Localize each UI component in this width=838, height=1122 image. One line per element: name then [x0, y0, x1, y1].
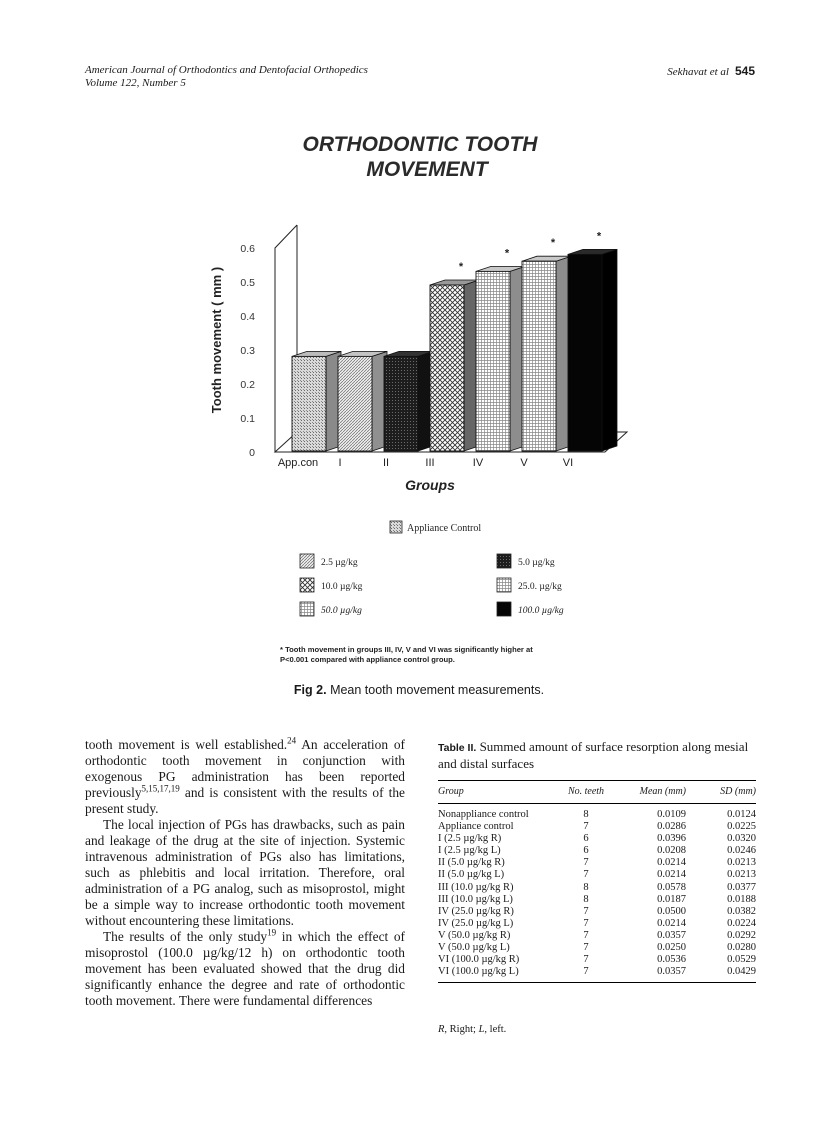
legend-swatch — [300, 602, 314, 616]
paragraph-3-text-b: in which the effect of misoprostol (100.0 µg/kg/12 h) on orthodontic tooth movement has been evaluated showed that the drug did significantly enhance the degree and rate of orthodontic tooth movement. There were fundamental differences — [85, 929, 406, 1008]
significance-marker: * — [458, 261, 464, 273]
citation-ref: 24 — [287, 735, 297, 746]
cell-mean: 0.0208 — [657, 845, 686, 857]
legend-swatch — [300, 578, 314, 592]
table-row — [438, 857, 756, 869]
cell-group: V (50.0 µg/kg R) — [438, 929, 511, 941]
bar — [384, 351, 433, 451]
table-row — [438, 833, 756, 845]
y-tick-label: 0.4 — [240, 311, 255, 323]
bar — [476, 247, 525, 451]
cell-sd: 0.0529 — [727, 954, 756, 966]
bar — [292, 351, 341, 451]
bar-front — [384, 356, 418, 451]
legend-swatch — [497, 578, 511, 592]
cell-teeth: 7 — [583, 954, 589, 966]
paragraph-1-text-b: An acceleration of orthodontic tooth movement in conjunction with exogenous PG administration has been reported previously — [85, 737, 405, 800]
cell-group: I (2.5 µg/kg L) — [438, 845, 501, 857]
table-row — [438, 954, 756, 966]
cell-sd: 0.0429 — [686, 966, 756, 983]
table-footnote — [438, 1024, 506, 1035]
bar — [430, 261, 479, 451]
cell-teeth: 6 — [583, 833, 589, 845]
cell-mean: 0.0214 — [657, 869, 686, 881]
cell-group: III (10.0 µg/kg L) — [438, 893, 513, 905]
cell-teeth: 6 — [583, 845, 589, 857]
cell-teeth: 8 — [583, 881, 589, 893]
x-tick-label: I — [338, 457, 342, 469]
legend — [300, 554, 564, 616]
legend-swatch-appliance-control — [390, 521, 402, 533]
table-row — [438, 942, 756, 954]
cell-sd: 0.0224 — [727, 917, 756, 929]
table-label: Table II. — [438, 742, 477, 754]
x-tick-label: VI — [562, 457, 574, 469]
figure-footnote-line-2: P<0.001 compared with appliance control group. — [280, 655, 455, 664]
table-body — [438, 804, 756, 983]
cell-teeth: 7 — [583, 905, 589, 917]
cell-teeth: 7 — [583, 821, 589, 833]
legend-entry — [497, 602, 564, 616]
journal-volume: Volume 122, Number 5 — [85, 77, 186, 89]
bar-series — [292, 230, 617, 451]
journal-name: American Journal of Orthodontics and Dentofacial Orthopedics — [85, 64, 368, 76]
citation-ref: 5,15,17,19 — [141, 783, 180, 794]
cell-mean: 0.0250 — [657, 942, 686, 954]
cell-mean: 0.0109 — [657, 809, 686, 820]
table-row — [438, 869, 756, 881]
cell-teeth: 8 — [583, 809, 589, 820]
legend-label: 25.0. µg/kg — [518, 582, 562, 592]
citation-ref: 19 — [267, 927, 277, 938]
cell-teeth: 7 — [583, 869, 589, 881]
table-header-teeth: No. teeth — [556, 781, 616, 804]
table-footnote-text: , left. — [484, 1024, 507, 1035]
x-tick-label: App.con — [277, 457, 319, 469]
bar-front — [476, 271, 510, 451]
bar-front — [292, 356, 326, 451]
table-row — [438, 894, 756, 906]
legend-entry — [497, 578, 562, 592]
cell-group: V (50.0 µg/kg L) — [438, 942, 510, 954]
cell-teeth: 8 — [583, 893, 589, 905]
cell-mean: 0.0357 — [657, 929, 686, 941]
cell-group: Nonappliance control — [438, 809, 529, 820]
cell-group: Appliance control — [438, 821, 514, 833]
y-tick-label: 0.1 — [240, 413, 255, 425]
x-axis-label: Groups — [405, 477, 455, 493]
cell-group: VI (100.0 µg/kg R) — [438, 954, 520, 966]
legend-entry — [300, 578, 363, 592]
paragraph-1 — [85, 737, 405, 817]
cell-group: III (10.0 µg/kg R) — [438, 881, 514, 893]
resorption-table — [438, 780, 756, 983]
cell-sd: 0.0213 — [727, 857, 756, 869]
figure-caption-text: Mean tooth movement measurements. — [330, 683, 545, 697]
page-number: 545 — [734, 64, 755, 78]
x-tick-label: III — [425, 457, 435, 469]
y-tick-label: 0.3 — [240, 345, 255, 357]
x-tick-label: IV — [472, 457, 484, 469]
table-title-text: Summed amount of surface resorption along mesial and distal surfaces — [438, 739, 749, 771]
cell-sd: 0.0188 — [727, 893, 756, 905]
chart-title-line-2: MOVEMENT — [366, 158, 488, 181]
legend-entry — [497, 554, 555, 568]
cell-group: II (5.0 µg/kg R) — [438, 857, 505, 869]
cell-teeth: 7 — [583, 857, 589, 869]
cell-teeth: 7 — [583, 942, 589, 954]
figure-caption — [0, 683, 838, 697]
legend-top-entry — [390, 521, 481, 534]
table-row — [438, 804, 756, 822]
table-footnote-abbr: L — [478, 1024, 485, 1035]
bar-front — [522, 261, 556, 451]
running-header-journal — [85, 64, 368, 90]
table-row — [438, 966, 756, 983]
x-tick-label: V — [520, 457, 528, 469]
legend-entry — [300, 554, 358, 568]
cell-sd: 0.0320 — [727, 833, 756, 845]
significance-marker: * — [550, 237, 556, 250]
cell-sd: 0.0213 — [727, 869, 756, 881]
y-tick-label: 0.6 — [240, 243, 255, 255]
legend-label-appliance-control: Appliance Control — [407, 523, 482, 534]
bar — [522, 237, 571, 451]
x-tick-label: II — [382, 457, 390, 469]
paragraph-1-text-a: tooth movement is well established. — [85, 737, 288, 752]
legend-label: 100.0 µg/kg — [518, 606, 564, 616]
cell-sd: 0.0246 — [727, 845, 756, 857]
chart-title-line-1: ORTHODONTIC TOOTH — [302, 133, 538, 156]
table-header-sd: SD (mm) — [686, 781, 756, 804]
cell-mean: 0.0500 — [657, 905, 686, 917]
bar-front — [338, 356, 372, 451]
cell-group: II (5.0 µg/kg L) — [438, 869, 505, 881]
paragraph-3-text-a: The results of the only study — [103, 929, 268, 944]
table-header-group: Group — [438, 781, 556, 804]
table-title — [438, 739, 756, 772]
table-row — [438, 882, 756, 894]
bar — [568, 230, 617, 451]
table-row — [438, 821, 756, 833]
bar-front — [430, 285, 464, 451]
cell-sd: 0.0280 — [727, 942, 756, 954]
cell-mean: 0.0286 — [657, 821, 686, 833]
legend-label: 5.0 µg/kg — [518, 558, 555, 568]
cell-group: I (2.5 µg/kg R) — [438, 833, 502, 845]
running-header-page — [667, 64, 755, 78]
bar-side — [602, 249, 617, 451]
paragraph-1-text-c: and is consistent with the results of the present study. — [85, 785, 405, 816]
y-axis-label: Tooth movement ( mm ) — [209, 266, 224, 414]
legend-swatch — [300, 554, 314, 568]
legend-label: 50.0 µg/kg — [321, 606, 362, 616]
x-axis-ticks — [278, 457, 573, 469]
y-tick-label: 0 — [249, 447, 255, 459]
tooth-movement-chart — [190, 120, 660, 700]
cell-mean: 0.0396 — [657, 833, 686, 845]
figure-label: Fig 2. — [293, 683, 327, 697]
cell-sd: 0.0124 — [727, 809, 756, 820]
cell-group: IV (25.0 µg/kg L) — [438, 917, 514, 929]
table-header-row — [438, 781, 756, 804]
cell-mean: 0.0536 — [657, 954, 686, 966]
cell-group: VI (100.0 µg/kg L) — [438, 966, 556, 983]
paragraph-2: The local injection of PGs has drawbacks, such as pain and leakage of the drug at the site of injection. Systemic intravenous administration of PGs also has limitations, such as phlebitis and local irritation. Therefore, oral administration of a PG analog, such as misoprostol, might be a simple way to increase orthodontic tooth movement without encountering these limitations. — [85, 817, 405, 928]
legend-swatch — [497, 554, 511, 568]
bar — [338, 351, 387, 451]
cell-sd: 0.0382 — [727, 905, 756, 917]
bar-front — [568, 254, 602, 451]
paragraph-3 — [85, 929, 405, 1009]
cell-sd: 0.0225 — [727, 821, 756, 833]
significance-marker: * — [504, 247, 510, 260]
cell-teeth: 7 — [583, 929, 589, 941]
table-header-mean: Mean (mm) — [616, 781, 686, 804]
table-row — [438, 930, 756, 942]
table-footnote-abbr: R — [438, 1024, 445, 1035]
cell-mean: 0.0187 — [657, 893, 686, 905]
running-authors: Sekhavat et al — [667, 66, 729, 78]
cell-mean: 0.0578 — [657, 881, 686, 893]
cell-group: IV (25.0 µg/kg R) — [438, 905, 514, 917]
legend-entry — [300, 602, 362, 616]
table-footnote-text: , Right; — [444, 1024, 479, 1035]
cell-teeth: 7 — [583, 917, 589, 929]
cell-mean: 0.0214 — [657, 917, 686, 929]
legend-label: 10.0 µg/kg — [321, 582, 363, 592]
y-tick-label: 0.5 — [240, 277, 255, 289]
table-row — [438, 906, 756, 918]
cell-teeth: 7 — [556, 966, 616, 983]
table-row — [438, 918, 756, 930]
body-text-column — [85, 737, 405, 1009]
y-tick-label: 0.2 — [240, 379, 255, 391]
significance-marker: * — [596, 230, 602, 243]
table-row — [438, 845, 756, 857]
cell-mean: 0.0214 — [657, 857, 686, 869]
cell-mean: 0.0357 — [616, 966, 686, 983]
legend-swatch — [497, 602, 511, 616]
figure-footnote-line-1: * Tooth movement in groups III, IV, V and VI was significantly higher at — [280, 645, 533, 654]
legend-label: 2.5 µg/kg — [321, 558, 358, 568]
cell-sd: 0.0292 — [727, 929, 756, 941]
y-axis-ticks — [240, 243, 255, 459]
cell-sd: 0.0377 — [727, 881, 756, 893]
